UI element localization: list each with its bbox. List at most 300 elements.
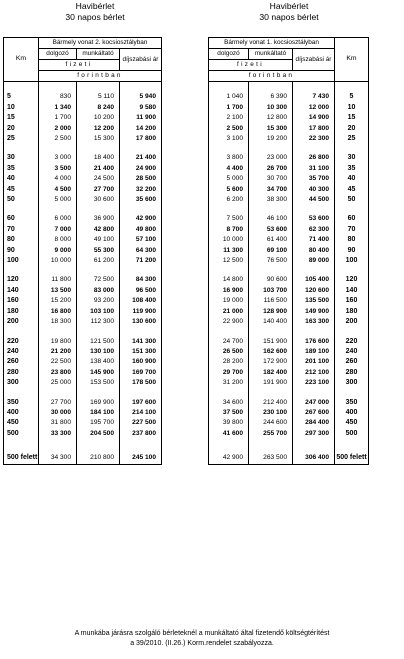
spacer-row (4, 144, 162, 153)
tariff-price-cell: 53 600 (293, 214, 335, 224)
tariff-price-cell: 26 800 (293, 153, 335, 163)
km-cell: 35 (4, 164, 39, 174)
employee-cell: 7 500 (209, 214, 249, 224)
currency-header: forintban (39, 71, 162, 82)
table-row (209, 357, 369, 367)
spacer-row (4, 82, 162, 93)
km-cell: 120 (335, 275, 369, 285)
tariff-price-cell: 12 000 (293, 103, 335, 113)
spacer-cell (249, 144, 293, 153)
km-cell: 30 (4, 153, 39, 163)
employee-cell: 31 200 (209, 378, 249, 388)
table-row (4, 134, 162, 144)
spacer-row (209, 205, 369, 214)
employee-cell: 3 800 (209, 153, 249, 163)
employee-cell: 4 000 (39, 174, 77, 184)
tariff-price-cell: 64 300 (120, 246, 162, 256)
table-row (209, 246, 369, 256)
table-row (209, 296, 369, 306)
spacer-cell (335, 266, 369, 275)
employer-cell: 184 100 (77, 408, 120, 418)
km-cell: 500 felett (4, 452, 39, 465)
spacer-cell (77, 144, 120, 153)
spacer-cell (120, 266, 162, 275)
spacer-cell (4, 205, 39, 214)
km-cell: 100 (4, 256, 39, 266)
km-cell: 500 (335, 429, 369, 439)
employee-cell: 19 800 (39, 337, 77, 347)
employee-cell: 41 600 (209, 429, 249, 439)
employee-cell: 16 900 (209, 286, 249, 296)
employee-cell: 7 000 (39, 225, 77, 235)
spacer-cell (209, 82, 249, 93)
km-cell: 350 (4, 398, 39, 408)
table-row (4, 429, 162, 439)
spacer-cell (293, 389, 335, 398)
km-cell: 40 (335, 174, 369, 184)
table-row (4, 153, 162, 163)
tariff-price-cell: 80 400 (293, 246, 335, 256)
employee-cell: 2 500 (209, 124, 249, 134)
spacer-row (4, 328, 162, 337)
spacer-cell (209, 144, 249, 153)
employer-cell: 210 800 (77, 452, 120, 465)
spacer-cell (39, 144, 77, 153)
spacer-cell (39, 328, 77, 337)
employer-cell: 23 000 (249, 153, 293, 163)
table-row (4, 368, 162, 378)
employee-cell: 27 700 (39, 398, 77, 408)
table-row (209, 347, 369, 357)
employee-cell: 4 400 (209, 164, 249, 174)
right-title-line2: 30 napos bérlet (259, 12, 319, 22)
tariff-price-cell: 35 600 (120, 195, 162, 205)
tariff-price-cell: 223 100 (293, 378, 335, 388)
employer-cell: 130 100 (77, 347, 120, 357)
table-row (209, 275, 369, 285)
km-cell: 260 (4, 357, 39, 367)
table-row (4, 347, 162, 357)
footer-line2: a 39/2010. (II.26.) Korm.rendelet szabályozza. (130, 640, 274, 647)
employee-cell: 6 200 (209, 195, 249, 205)
spacer-cell (120, 82, 162, 93)
table-row (4, 337, 162, 347)
table-row (4, 124, 162, 134)
employer-cell: 5 110 (77, 92, 120, 102)
km-cell: 45 (4, 185, 39, 195)
tariff-price-cell: 24 900 (120, 164, 162, 174)
km-cell: 160 (4, 296, 39, 306)
employee-cell: 22 900 (209, 317, 249, 327)
employer-cell: 27 700 (77, 185, 120, 195)
employer-cell: 30 600 (77, 195, 120, 205)
employee-cell: 9 000 (39, 246, 77, 256)
spacer-cell (77, 82, 120, 93)
spacer-row (4, 439, 162, 452)
tariff-price-cell: 42 900 (120, 214, 162, 224)
employer-cell: 172 900 (249, 357, 293, 367)
tariff-price-cell: 237 800 (120, 429, 162, 439)
spacer-cell (335, 82, 369, 93)
employer-cell: 12 200 (77, 124, 120, 134)
employer-cell: 83 000 (77, 286, 120, 296)
km-cell: 70 (4, 225, 39, 235)
employee-cell: 3 000 (39, 153, 77, 163)
table-row (4, 378, 162, 388)
spacer-cell (4, 439, 39, 452)
tariff-price-cell: 17 800 (120, 134, 162, 144)
employer-cell: 93 200 (77, 296, 120, 306)
employee-cell: 15 200 (39, 296, 77, 306)
employee-cell: 23 800 (39, 368, 77, 378)
employee-header: dolgozó (39, 49, 77, 60)
km-cell: 5 (4, 92, 39, 102)
tariff-price-cell: 212 100 (293, 368, 335, 378)
employee-cell: 26 500 (209, 347, 249, 357)
table-row (4, 256, 162, 266)
employer-cell: 182 400 (249, 368, 293, 378)
km-cell: 100 (335, 256, 369, 266)
tariff-price-header: díjszabási ár (120, 49, 162, 71)
tariff-price-cell: 7 430 (293, 92, 335, 102)
spacer-cell (209, 266, 249, 275)
employee-cell: 21 000 (209, 307, 249, 317)
tariff-price-cell: 32 200 (120, 185, 162, 195)
spacer-cell (77, 439, 120, 452)
tariff-price-cell: 160 900 (120, 357, 162, 367)
km-cell: 200 (335, 317, 369, 327)
employee-cell: 16 800 (39, 307, 77, 317)
km-cell: 10 (335, 103, 369, 113)
employer-cell: 151 900 (249, 337, 293, 347)
table-row (209, 286, 369, 296)
spacer-row (4, 266, 162, 275)
employer-cell: 24 500 (77, 174, 120, 184)
spacer-cell (249, 439, 293, 452)
km-cell: 90 (4, 246, 39, 256)
employer-cell: 10 200 (77, 113, 120, 123)
km-cell: 70 (335, 225, 369, 235)
table-row (209, 92, 369, 102)
employer-cell: 8 240 (77, 103, 120, 113)
employee-cell: 5 600 (209, 185, 249, 195)
table-row (209, 164, 369, 174)
tariff-price-cell: 108 400 (120, 296, 162, 306)
table-row (209, 429, 369, 439)
table-row (4, 286, 162, 296)
table-row (4, 408, 162, 418)
tariff-price-cell: 163 300 (293, 317, 335, 327)
spacer-row (209, 266, 369, 275)
spacer-cell (335, 328, 369, 337)
right-title (219, 1, 359, 23)
employee-cell: 11 300 (209, 246, 249, 256)
spacer-cell (293, 328, 335, 337)
km-cell: 500 felett (335, 452, 369, 465)
spacer-cell (293, 82, 335, 93)
tariff-price-cell: 31 100 (293, 164, 335, 174)
employer-cell: 153 500 (77, 378, 120, 388)
employee-cell: 29 700 (209, 368, 249, 378)
spacer-cell (249, 266, 293, 275)
tariff-price-cell: 44 500 (293, 195, 335, 205)
spacer-row (4, 389, 162, 398)
employer-cell: 138 400 (77, 357, 120, 367)
employer-cell: 140 400 (249, 317, 293, 327)
second-class-fare-table (3, 37, 162, 465)
km-cell: 35 (335, 164, 369, 174)
employer-cell: 6 390 (249, 92, 293, 102)
employer-cell: 169 900 (77, 398, 120, 408)
km-cell: 15 (335, 113, 369, 123)
km-cell: 240 (4, 347, 39, 357)
spacer-cell (249, 205, 293, 214)
employee-cell: 5 000 (209, 174, 249, 184)
employer-cell: 36 900 (77, 214, 120, 224)
tariff-price-cell: 135 500 (293, 296, 335, 306)
km-cell: 15 (4, 113, 39, 123)
km-cell: 180 (335, 307, 369, 317)
km-cell: 50 (335, 195, 369, 205)
km-cell: 25 (4, 134, 39, 144)
table-row (209, 337, 369, 347)
table-row (209, 418, 369, 428)
employer-cell: 103 700 (249, 286, 293, 296)
currency-header: forintban (209, 71, 335, 82)
table-row (4, 195, 162, 205)
km-cell: 140 (335, 286, 369, 296)
table-row (4, 296, 162, 306)
table-row (209, 225, 369, 235)
tariff-price-cell: 119 900 (120, 307, 162, 317)
left-title (25, 1, 165, 23)
tariff-price-cell: 141 300 (120, 337, 162, 347)
class-group-header: Bármely vonat 1. kocsiosztályban (209, 38, 335, 49)
km-cell: 40 (4, 174, 39, 184)
employer-cell: 21 400 (77, 164, 120, 174)
spacer-row (209, 328, 369, 337)
employer-cell: 61 200 (77, 256, 120, 266)
tariff-price-cell: 189 100 (293, 347, 335, 357)
employee-cell: 14 800 (209, 275, 249, 285)
spacer-row (209, 439, 369, 452)
km-cell: 350 (335, 398, 369, 408)
employee-cell: 12 500 (209, 256, 249, 266)
employee-cell: 830 (39, 92, 77, 102)
employee-cell: 2 100 (209, 113, 249, 123)
employer-cell: 19 200 (249, 134, 293, 144)
table-row (4, 113, 162, 123)
spacer-cell (39, 205, 77, 214)
km-cell: 5 (335, 92, 369, 102)
table-row (4, 225, 162, 235)
spacer-row (209, 389, 369, 398)
spacer-cell (209, 328, 249, 337)
km-cell: 120 (4, 275, 39, 285)
pays-header: fizeti (39, 60, 120, 71)
employee-header: dolgozó (209, 49, 249, 60)
tariff-price-cell: 49 800 (120, 225, 162, 235)
km-cell: 90 (335, 246, 369, 256)
tariff-price-cell: 11 900 (120, 113, 162, 123)
employee-cell: 8 700 (209, 225, 249, 235)
spacer-cell (293, 439, 335, 452)
tariff-price-cell: 151 300 (120, 347, 162, 357)
tariff-price-cell: 130 600 (120, 317, 162, 327)
spacer-cell (120, 328, 162, 337)
table-row (209, 124, 369, 134)
employee-cell: 11 800 (39, 275, 77, 285)
employee-cell: 24 700 (209, 337, 249, 347)
employer-cell: 121 500 (77, 337, 120, 347)
employer-cell: 49 100 (77, 235, 120, 245)
right-title-line1: Havibérlet (269, 1, 309, 11)
table-row (4, 246, 162, 256)
spacer-cell (77, 205, 120, 214)
spacer-cell (120, 439, 162, 452)
table-row (209, 174, 369, 184)
spacer-cell (335, 144, 369, 153)
employee-cell: 21 200 (39, 347, 77, 357)
employer-cell: 255 700 (249, 429, 293, 439)
tariff-price-cell: 28 500 (120, 174, 162, 184)
tariff-price-header: díjszabási ár (293, 49, 335, 71)
footer-line1: A munkába járásra szolgáló bérleteknél a munkáltató által fizetendő költségtérítést (74, 630, 330, 637)
employee-cell: 1 700 (209, 103, 249, 113)
employee-cell: 3 500 (39, 164, 77, 174)
km-cell: 280 (4, 368, 39, 378)
employer-cell: 12 800 (249, 113, 293, 123)
spacer-cell (209, 439, 249, 452)
pays-header: fizeti (209, 60, 293, 71)
spacer-cell (120, 205, 162, 214)
table-row (209, 185, 369, 195)
employee-cell: 5 000 (39, 195, 77, 205)
km-cell: 45 (335, 185, 369, 195)
spacer-cell (77, 266, 120, 275)
tariff-price-cell: 62 300 (293, 225, 335, 235)
spacer-cell (335, 389, 369, 398)
employer-cell: 263 500 (249, 452, 293, 465)
employee-cell: 28 200 (209, 357, 249, 367)
employee-cell: 33 300 (39, 429, 77, 439)
km-cell: 450 (335, 418, 369, 428)
employer-cell: 72 500 (77, 275, 120, 285)
tariff-price-cell: 214 100 (120, 408, 162, 418)
table-row (209, 256, 369, 266)
tariff-price-cell: 22 300 (293, 134, 335, 144)
km-cell: 60 (335, 214, 369, 224)
km-cell: 25 (335, 134, 369, 144)
employer-cell: 90 600 (249, 275, 293, 285)
employee-cell: 2 000 (39, 124, 77, 134)
tariff-price-cell: 9 580 (120, 103, 162, 113)
employer-cell: 112 300 (77, 317, 120, 327)
employee-cell: 18 300 (39, 317, 77, 327)
employer-cell: 195 700 (77, 418, 120, 428)
table-row (209, 408, 369, 418)
km-cell: 180 (4, 307, 39, 317)
tariff-price-cell: 71 400 (293, 235, 335, 245)
tariff-price-cell: 227 500 (120, 418, 162, 428)
tariff-price-cell: 297 300 (293, 429, 335, 439)
table-row (209, 113, 369, 123)
km-cell: 220 (4, 337, 39, 347)
table-row (209, 214, 369, 224)
table-row (209, 134, 369, 144)
employer-cell: 30 700 (249, 174, 293, 184)
spacer-cell (39, 439, 77, 452)
tariff-price-cell: 201 100 (293, 357, 335, 367)
employee-cell: 42 900 (209, 452, 249, 465)
table-row (4, 275, 162, 285)
employer-cell: 204 500 (77, 429, 120, 439)
km-cell: 160 (335, 296, 369, 306)
tariff-price-cell: 197 600 (120, 398, 162, 408)
km-cell: 20 (4, 124, 39, 134)
tariff-price-cell: 96 500 (120, 286, 162, 296)
spacer-cell (4, 328, 39, 337)
km-cell: 80 (335, 235, 369, 245)
km-cell: 450 (4, 418, 39, 428)
spacer-cell (293, 266, 335, 275)
table-row (209, 452, 369, 465)
employer-cell: 15 300 (77, 134, 120, 144)
spacer-cell (39, 389, 77, 398)
spacer-cell (4, 266, 39, 275)
spacer-cell (120, 389, 162, 398)
spacer-row (4, 205, 162, 214)
spacer-cell (209, 389, 249, 398)
spacer-cell (77, 389, 120, 398)
spacer-row (209, 144, 369, 153)
employer-header: munkáltató (77, 49, 120, 60)
km-cell: 50 (4, 195, 39, 205)
km-cell: 30 (335, 153, 369, 163)
spacer-cell (249, 328, 293, 337)
employer-cell: 26 700 (249, 164, 293, 174)
employer-cell: 162 600 (249, 347, 293, 357)
table-row (209, 307, 369, 317)
employee-cell: 1 700 (39, 113, 77, 123)
tariff-price-cell: 284 400 (293, 418, 335, 428)
employer-cell: 61 400 (249, 235, 293, 245)
employee-cell: 30 000 (39, 408, 77, 418)
km-cell: 260 (335, 357, 369, 367)
employer-cell: 230 100 (249, 408, 293, 418)
first-class-fare-table (208, 37, 369, 465)
table-row (4, 185, 162, 195)
spacer-cell (335, 205, 369, 214)
tariff-price-cell: 247 000 (293, 398, 335, 408)
employer-cell: 10 300 (249, 103, 293, 113)
km-cell: 80 (4, 235, 39, 245)
km-cell: 60 (4, 214, 39, 224)
tariff-price-cell: 57 100 (120, 235, 162, 245)
table-row (209, 317, 369, 327)
km-cell: 400 (4, 408, 39, 418)
employer-cell: 244 600 (249, 418, 293, 428)
employee-cell: 19 000 (209, 296, 249, 306)
employee-cell: 13 500 (39, 286, 77, 296)
employer-header: munkáltató (249, 49, 293, 60)
employer-cell: 55 300 (77, 246, 120, 256)
table-row (209, 103, 369, 113)
tariff-price-cell: 71 200 (120, 256, 162, 266)
table-row (4, 214, 162, 224)
tariff-price-cell: 17 800 (293, 124, 335, 134)
employer-cell: 128 900 (249, 307, 293, 317)
